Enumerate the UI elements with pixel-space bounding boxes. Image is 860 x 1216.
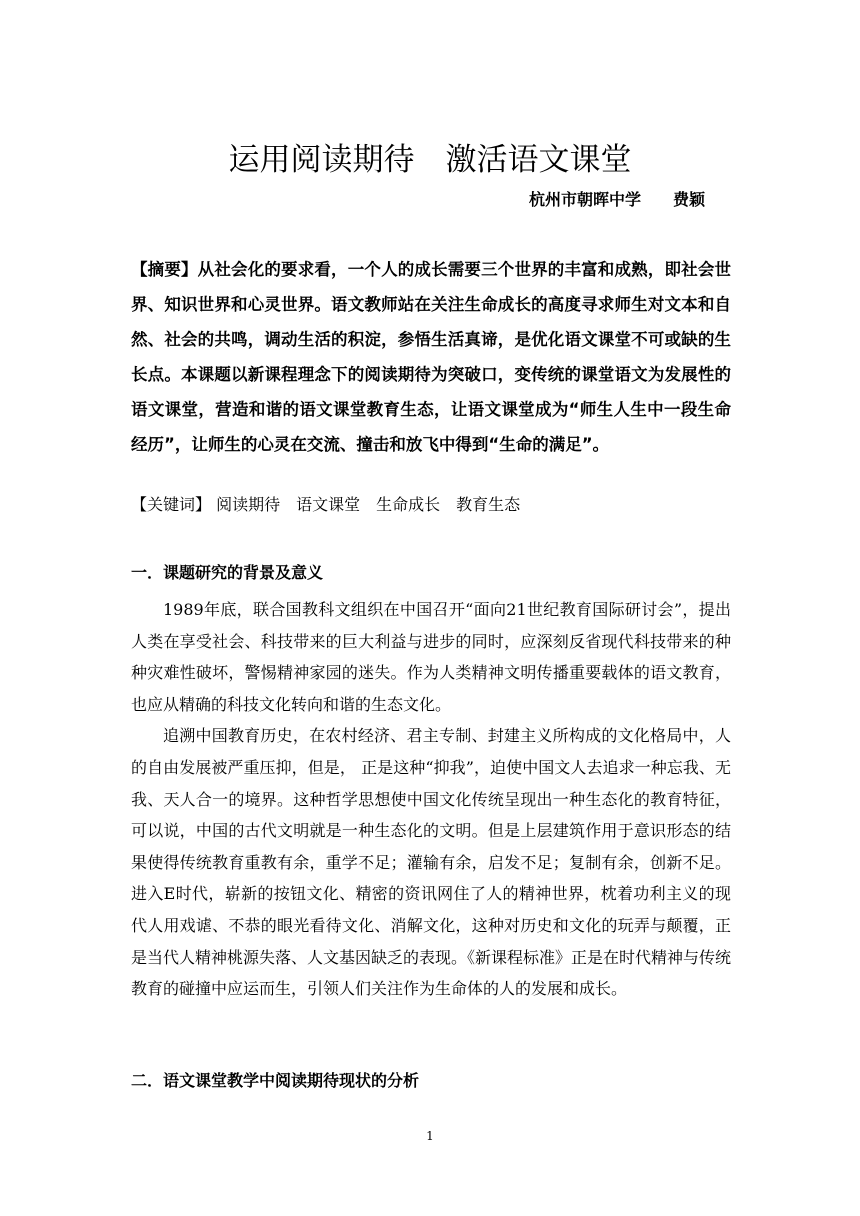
body-paragraph: 追溯中国教育历史，在农村经济、君主专制、封建主义所构成的文化格局中，人的自由发展被严重压抑，但是， 正是这种“抑我”，迫使中国文人去追求一种忘我、无我、天人合一的境界。这种哲学思想使中国文化传统呈现出一种生态化的教育特征，可以说，中国的古代文明就是一种生态化的文明。但是上层建筑作用于意识形态的结果使得传统教育重教有余，重学不足；灌输有余，启发不足；复制有余，创新不足。进入E时代，崭新的按钮文化、精密的资讯网住了人的精神世界，枕着功利主义的现代人用戏谑、不恭的眼光看待文化、消解文化，这种对历史和文化的玩弄与颠覆，正是当代人精神桃源失落、人文基因缺乏的表现。《新课程标准》正是在时代精神与传统教育的碰撞中应运而生，引领人们关注作为生命体的人的发展和成长。 xyxy=(131,726,732,999)
abstract-paragraph: 【摘要】从社会化的要求看，一个人的成长需要三个世界的丰富和成熟，即社会世界、知识世界和心灵世界。语文教师站在关注生命成长的高度寻求师生对文本和自然、社会的共鸣，调动生活的积淀，参悟生活真谛，是优化语文课堂不可或缺的生长点。本课题以新课程理念下的阅读期待为突破口，变传统的课堂语文为发展性的语文课堂，营造和谐的语文课堂教育生态，让语文课堂成为“师生人生中一段生命经历”，让师生的心灵在交流、撞击和放飞中得到“生命的满足”。 xyxy=(131,260,731,454)
section-1-body xyxy=(131,594,731,1005)
author-byline: 杭州市朝晖中学 费颖 xyxy=(528,190,705,209)
page-number: 1 xyxy=(426,1129,434,1143)
section-2-heading: 二．语文课堂教学中阅读期待现状的分析 xyxy=(131,1071,420,1090)
document-title: 运用阅读期待 激活语文课堂 xyxy=(228,142,632,178)
body-paragraph: 1989年底，联合国教科文组织在中国召开“面向21世纪教育国际研讨会”，提出人类在享受社会、科技带来的巨大利益与进步的同时，应深刻反省现代科技带来的种种灾难性破坏，警惕精神家园的迷失。作为人类精神文明传播重要载体的语文教育，也应从精确的科技文化转向和谐的生态文化。 xyxy=(131,600,731,714)
section-1-heading: 一．课题研究的背景及意义 xyxy=(131,563,324,582)
keywords-line: 【关键词】 阅读期待 语文课堂 生命成长 教育生态 xyxy=(131,495,521,514)
